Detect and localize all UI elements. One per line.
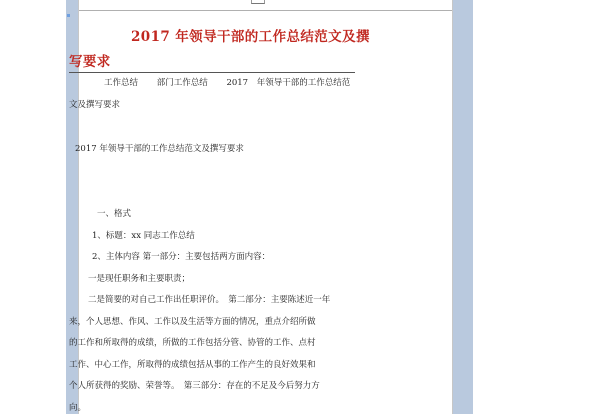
body-line: 工作、中心工作，所取得的成绩包括从事的工作产生的良好效果和 <box>69 355 359 377</box>
cursor-mark <box>67 14 70 17</box>
tags-line <box>104 76 360 88</box>
body-line: 一是现任职务和主要职责； <box>69 269 359 291</box>
body-line: 二是简要的对自己工作出任职评价。 第二部分：主要陈述近一年 <box>69 290 359 312</box>
document-title: 2017 年领导干部的工作总结范文及撰写要求 <box>69 25 374 75</box>
page-header-mark <box>251 0 265 4</box>
body-line: 向。 <box>69 398 359 419</box>
header-rule <box>79 10 452 11</box>
document-subtitle: 2017 年领导干部的工作总结范文及撰写要求 <box>75 142 244 154</box>
document-viewer <box>66 0 473 414</box>
title-divider <box>69 72 355 73</box>
document-body <box>69 204 359 419</box>
body-line: 1、标题：xx 同志工作总结 <box>69 226 359 248</box>
body-line: 的工作和所取得的成绩，所做的工作包括分管、协管的工作、点村 <box>69 333 359 355</box>
body-line: 个人所获得的奖励、荣誉等。 第三部分：存在的不足及今后努力方 <box>69 376 359 398</box>
section-heading: 一、格式 <box>69 204 359 226</box>
tag-work-summary[interactable]: 工作总结 <box>104 78 138 88</box>
tag-dept-summary[interactable]: 部门工作总结 <box>157 78 208 88</box>
body-line: 来，个人思想、作风、工作以及生活等方面的情况，重点介绍所做 <box>69 312 359 334</box>
body-line: 2、主体内容 第一部分：主要包括两方面内容： <box>69 247 359 269</box>
tags-line-continued[interactable]: 文及撰写要求 <box>69 98 120 110</box>
document-page <box>78 0 453 414</box>
tag-leader-summary[interactable]: 2017 年领导干部的工作总结范 <box>226 78 350 88</box>
